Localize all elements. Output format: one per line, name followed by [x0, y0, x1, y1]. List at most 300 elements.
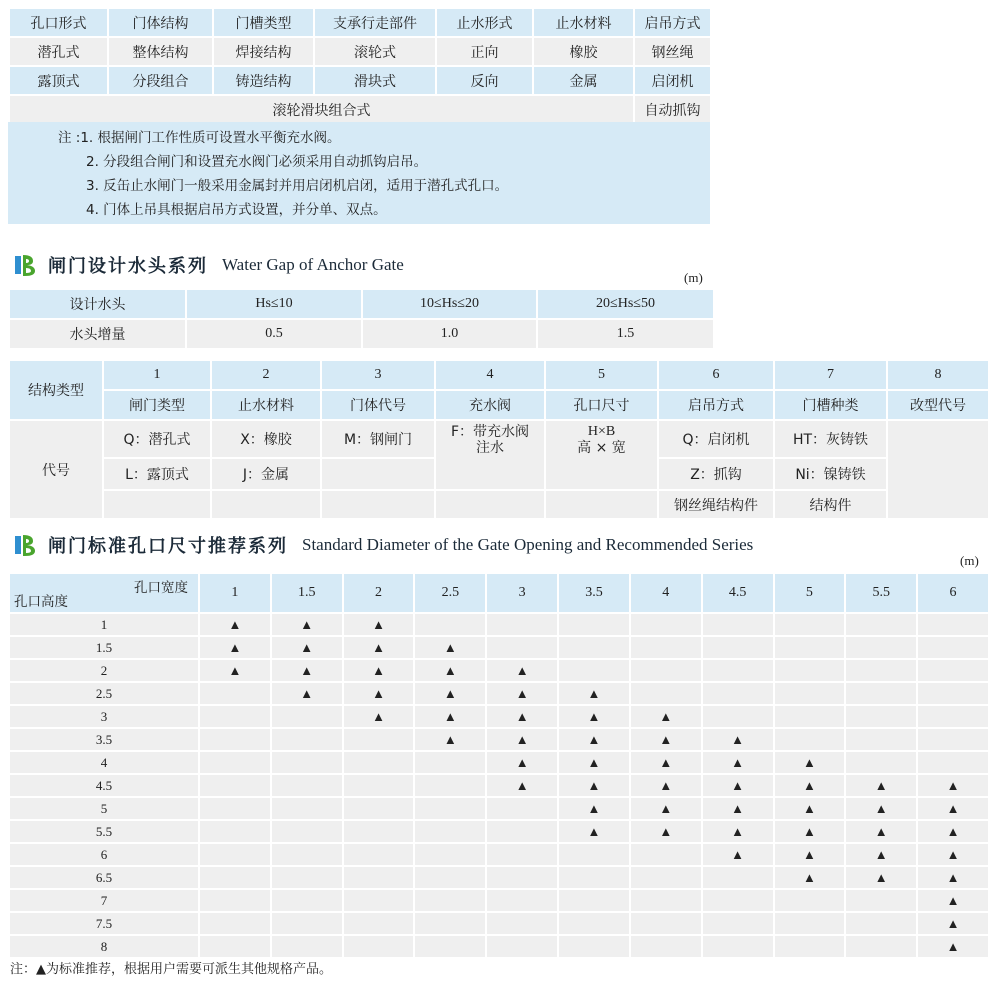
table-cell	[199, 728, 271, 751]
table-cell	[774, 751, 846, 774]
table-cell: 8	[887, 360, 989, 390]
table-cell	[414, 636, 486, 659]
height-label-cell: 4	[9, 751, 199, 774]
recommended-mark-icon: ▲	[587, 800, 601, 816]
table-cell	[271, 889, 343, 912]
table-cell	[414, 866, 486, 889]
table-cell: 门体代号	[321, 390, 435, 420]
table-cell	[199, 912, 271, 935]
table-cell	[558, 751, 630, 774]
table-cell	[630, 659, 702, 682]
table-cell: 2	[211, 360, 321, 390]
table-cell: 闸门类型	[103, 390, 211, 420]
note-line: 注 :1. 根据闸门工作性质可设置水平衡充水阀。	[58, 130, 341, 146]
table-cell	[845, 774, 917, 797]
table-cell	[774, 912, 846, 935]
table-cell	[343, 866, 415, 889]
table-cell: 钢丝绳结构件	[658, 490, 774, 519]
table-cell	[343, 636, 415, 659]
recommended-mark-icon: ▲	[443, 662, 457, 678]
table-cell: 滚轮式	[314, 37, 436, 66]
table-cell	[414, 889, 486, 912]
table-cell	[630, 912, 702, 935]
recommended-mark-icon: ▲	[587, 708, 601, 724]
height-label-cell: 3.5	[9, 728, 199, 751]
recommended-mark-icon: ▲	[802, 869, 816, 885]
table-cell: 孔口尺寸	[545, 390, 658, 420]
recommended-mark-icon: ▲	[228, 662, 242, 678]
table-row	[9, 705, 989, 728]
recommended-mark-icon: ▲	[946, 915, 960, 931]
recommended-mark-icon: ▲	[515, 662, 529, 678]
table1-header-cell: 门槽类型	[213, 8, 314, 37]
table1-header-cell: 启吊方式	[634, 8, 711, 37]
recommended-mark-icon: ▲	[515, 708, 529, 724]
width-header-cell: 4.5	[702, 573, 774, 613]
table-cell	[414, 935, 486, 958]
table-cell	[702, 636, 774, 659]
table-cell	[414, 820, 486, 843]
table-cell	[486, 935, 558, 958]
recommended-mark-icon: ▲	[587, 777, 601, 793]
table-cell	[414, 912, 486, 935]
design-head-table	[8, 288, 715, 350]
table-cell	[558, 912, 630, 935]
table-cell	[343, 659, 415, 682]
table-cell	[702, 935, 774, 958]
table-cell: Ni：镍铸铁	[774, 458, 887, 490]
table-cell	[486, 774, 558, 797]
table-cell: 滑块式	[314, 66, 436, 95]
height-label-cell: 5.5	[9, 820, 199, 843]
table-cell	[558, 820, 630, 843]
table-row	[9, 866, 989, 889]
height-label-cell: 5	[9, 797, 199, 820]
gate-types-table	[8, 7, 712, 125]
table-cell	[343, 935, 415, 958]
recommended-mark-icon: ▲	[443, 731, 457, 747]
table-cell: 设计水头	[9, 289, 186, 319]
table-cell: Q：启闭机	[658, 420, 774, 458]
unit-label: (m)	[684, 270, 703, 285]
table-cell	[199, 636, 271, 659]
recommended-mark-icon: ▲	[802, 846, 816, 862]
table-cell	[486, 728, 558, 751]
brand-logo-icon	[12, 532, 38, 558]
height-label-cell: 6.5	[9, 866, 199, 889]
table-cell: HT：灰铸铁	[774, 420, 887, 458]
table-cell	[103, 490, 211, 519]
height-label-cell: 2	[9, 659, 199, 682]
recommended-mark-icon: ▲	[946, 892, 960, 908]
table-cell	[558, 935, 630, 958]
table-cell	[917, 935, 989, 958]
table-cell	[558, 613, 630, 636]
table-cell	[774, 774, 846, 797]
table-cell	[199, 613, 271, 636]
recommended-mark-icon: ▲	[300, 662, 314, 678]
table-cell	[558, 659, 630, 682]
table-cell	[414, 751, 486, 774]
table-cell	[558, 728, 630, 751]
table-cell: 水头增量	[9, 319, 186, 349]
table-cell	[486, 659, 558, 682]
recommended-mark-icon: ▲	[372, 639, 385, 655]
table-cell	[774, 843, 846, 866]
width-header-cell: 2.5	[414, 573, 486, 613]
table-cell: Hs≤10	[186, 289, 362, 319]
table-cell	[702, 820, 774, 843]
width-header-cell: 1	[199, 573, 271, 613]
table-cell	[486, 820, 558, 843]
table-cell: 0.5	[186, 319, 362, 349]
table-cell	[917, 659, 989, 682]
table-cell: J：金属	[211, 458, 321, 490]
brand-logo-icon	[12, 252, 38, 278]
table-row	[9, 751, 989, 774]
recommended-mark-icon: ▲	[731, 777, 745, 793]
recommended-mark-icon: ▲	[587, 754, 601, 770]
recommended-mark-icon: ▲	[874, 777, 888, 793]
table-cell	[414, 774, 486, 797]
height-label-cell: 6	[9, 843, 199, 866]
table-cell	[545, 420, 658, 490]
table-cell: 结构类型	[9, 360, 103, 420]
notes-box	[8, 122, 710, 224]
table-cell: 4	[435, 360, 545, 390]
table-cell	[486, 613, 558, 636]
table-cell	[630, 636, 702, 659]
table-cell	[199, 682, 271, 705]
table-cell	[211, 490, 321, 519]
recommended-mark-icon: ▲	[659, 777, 673, 793]
table-cell	[271, 613, 343, 636]
table-cell	[271, 682, 343, 705]
height-axis-label: 孔口高度	[14, 594, 68, 610]
table1-header-cell: 门体结构	[108, 8, 213, 37]
table-row	[9, 774, 989, 797]
table-cell	[271, 705, 343, 728]
table-cell	[702, 613, 774, 636]
recommended-mark-icon: ▲	[659, 731, 673, 747]
table-cell	[774, 636, 846, 659]
table-cell	[271, 636, 343, 659]
table-cell	[199, 935, 271, 958]
table-cell: 自动抓钩	[634, 95, 711, 124]
section-title-cn: 闸门设计水头系列	[48, 256, 208, 277]
table-cell	[845, 843, 917, 866]
table-cell	[558, 889, 630, 912]
table-row	[9, 820, 989, 843]
table-cell: 1	[103, 360, 211, 390]
table-header-row	[9, 573, 989, 613]
table-cell: M：钢闸门	[321, 420, 435, 458]
table-row	[9, 659, 989, 682]
table-cell	[414, 613, 486, 636]
table-cell: Q：潜孔式	[103, 420, 211, 458]
table-cell	[271, 797, 343, 820]
table-cell	[271, 935, 343, 958]
table-cell	[845, 820, 917, 843]
note-line: 2. 分段组合闸门和设置充水阀门必须采用自动抓钩启吊。	[86, 154, 428, 170]
table-cell	[199, 705, 271, 728]
recommended-mark-icon: ▲	[372, 708, 385, 724]
table-row	[9, 37, 711, 66]
table-cell: 启吊方式	[658, 390, 774, 420]
table-cell	[630, 889, 702, 912]
width-header-cell: 1.5	[271, 573, 343, 613]
table-cell	[558, 705, 630, 728]
width-axis-label: 孔口宽度	[134, 580, 188, 596]
table-cell: 铸造结构	[213, 66, 314, 95]
table-cell	[435, 420, 545, 490]
table-cell	[702, 797, 774, 820]
table-row	[9, 935, 989, 958]
table-cell	[917, 866, 989, 889]
table-cell	[271, 912, 343, 935]
table-cell	[486, 751, 558, 774]
table-cell: 6	[658, 360, 774, 390]
width-header-cell: 6	[917, 573, 989, 613]
table-cell	[199, 889, 271, 912]
table-row	[9, 319, 714, 349]
unit-label: (m)	[960, 553, 979, 568]
section-heading-standard-diameter	[12, 530, 753, 560]
height-label-cell: 4.5	[9, 774, 199, 797]
recommended-mark-icon: ▲	[659, 823, 673, 839]
table-cell	[630, 728, 702, 751]
table-cell	[845, 889, 917, 912]
recommended-mark-icon: ▲	[587, 731, 601, 747]
table-cell	[774, 935, 846, 958]
recommended-mark-icon: ▲	[587, 823, 601, 839]
recommended-mark-icon: ▲	[515, 777, 529, 793]
recommended-mark-icon: ▲	[443, 639, 457, 655]
table-cell	[558, 797, 630, 820]
table-cell	[917, 912, 989, 935]
table-cell	[845, 912, 917, 935]
table-cell	[702, 889, 774, 912]
corner-header-cell	[9, 573, 199, 613]
table-cell	[343, 774, 415, 797]
recommended-mark-icon: ▲	[731, 731, 745, 747]
table-cell	[845, 797, 917, 820]
table-cell: 充水阀	[435, 390, 545, 420]
table-cell	[702, 774, 774, 797]
table1-header-cell: 止水形式	[436, 8, 533, 37]
table-cell	[435, 490, 545, 519]
table-cell	[343, 728, 415, 751]
height-label-cell: 7	[9, 889, 199, 912]
table-cell: L：露顶式	[103, 458, 211, 490]
table-cell	[414, 682, 486, 705]
table-cell	[271, 820, 343, 843]
table-cell	[917, 774, 989, 797]
height-label-cell: 2.5	[9, 682, 199, 705]
note-line: 3. 反缶止水闸门一般采用金属封并用启闭机启闭，适用于潜孔式孔口。	[86, 178, 509, 194]
table-cell	[343, 820, 415, 843]
table-cell	[845, 659, 917, 682]
table-cell: 1.0	[362, 319, 537, 349]
table-cell	[774, 613, 846, 636]
table-cell	[343, 705, 415, 728]
table-row	[9, 420, 989, 458]
table-cell: 结构件	[774, 490, 887, 519]
table-cell	[199, 659, 271, 682]
height-label-cell: 8	[9, 935, 199, 958]
table-cell	[343, 751, 415, 774]
recommended-mark-icon: ▲	[874, 869, 888, 885]
table-cell	[558, 866, 630, 889]
recommended-mark-icon: ▲	[946, 823, 960, 839]
table-cell	[271, 774, 343, 797]
table-cell: 7	[774, 360, 887, 390]
table-cell	[774, 659, 846, 682]
table-cell: 潜孔式	[9, 37, 108, 66]
table-cell: 1.5	[537, 319, 714, 349]
table-cell: 焊接结构	[213, 37, 314, 66]
table-cell	[414, 705, 486, 728]
table-cell	[630, 935, 702, 958]
table-cell	[630, 613, 702, 636]
table-cell	[917, 636, 989, 659]
table-row	[9, 360, 989, 390]
note-line: 4. 门体上吊具根据启吊方式设置，并分单、双点。	[86, 202, 387, 218]
table-row	[9, 66, 711, 95]
table-cell	[917, 843, 989, 866]
table-cell	[343, 912, 415, 935]
width-header-cell: 5.5	[845, 573, 917, 613]
section-title-cn: 闸门标准孔口尺寸推荐系列	[48, 536, 288, 557]
table-cell	[486, 889, 558, 912]
recommended-mark-icon: ▲	[731, 754, 745, 770]
table-cell	[845, 866, 917, 889]
table-cell	[321, 490, 435, 519]
recommended-mark-icon: ▲	[731, 846, 745, 862]
recommended-mark-icon: ▲	[300, 639, 314, 655]
recommended-mark-icon: ▲	[946, 938, 960, 954]
table-cell	[774, 797, 846, 820]
table-cell: 改型代号	[887, 390, 989, 420]
table-cell	[774, 682, 846, 705]
width-header-cell: 4	[630, 573, 702, 613]
table-cell: 露顶式	[9, 66, 108, 95]
height-label-cell: 1	[9, 613, 199, 636]
table-cell	[887, 420, 989, 519]
table-cell	[271, 866, 343, 889]
recommended-mark-icon: ▲	[946, 777, 960, 793]
table-row	[9, 728, 989, 751]
table-cell	[343, 843, 415, 866]
table-cell: Z：抓钩	[658, 458, 774, 490]
table-cell: 门槽种类	[774, 390, 887, 420]
section-title-en: Standard Diameter of the Gate Opening and Recommended Series	[302, 535, 754, 554]
recommended-mark-icon: ▲	[443, 685, 457, 701]
table-cell	[630, 797, 702, 820]
width-header-cell: 3	[486, 573, 558, 613]
table-cell	[917, 728, 989, 751]
table-cell	[917, 889, 989, 912]
table-cell: 5	[545, 360, 658, 390]
table-cell: 10≤Hs≤20	[362, 289, 537, 319]
table-cell	[558, 843, 630, 866]
table-cell	[414, 659, 486, 682]
recommended-mark-icon: ▲	[946, 846, 960, 862]
recommended-mark-icon: ▲	[659, 800, 673, 816]
table-cell	[199, 774, 271, 797]
table-cell	[630, 866, 702, 889]
table-cell	[774, 866, 846, 889]
table-cell	[321, 458, 435, 490]
table-row	[9, 636, 989, 659]
table-cell	[199, 843, 271, 866]
table1-header-cell: 止水材料	[533, 8, 634, 37]
recommended-mark-icon: ▲	[515, 754, 529, 770]
table-row	[9, 912, 989, 935]
table-cell	[486, 636, 558, 659]
recommended-mark-icon: ▲	[515, 731, 529, 747]
table-row	[9, 289, 714, 319]
table-row	[9, 843, 989, 866]
table-cell	[917, 613, 989, 636]
recommended-mark-icon: ▲	[659, 754, 673, 770]
table-row	[9, 889, 989, 912]
width-header-cell: 3.5	[558, 573, 630, 613]
table-cell: 滚轮滑块组合式	[9, 95, 634, 124]
table-cell	[702, 728, 774, 751]
table-cell	[702, 843, 774, 866]
table-cell: 代号	[9, 420, 103, 519]
table-cell	[630, 820, 702, 843]
recommended-mark-icon: ▲	[372, 616, 385, 632]
table-cell	[486, 866, 558, 889]
recommended-mark-icon: ▲	[874, 846, 888, 862]
table-row	[9, 490, 989, 519]
table-cell	[558, 774, 630, 797]
table-cell	[486, 682, 558, 705]
recommended-mark-icon: ▲	[731, 800, 745, 816]
table-cell	[630, 843, 702, 866]
cell-line: H×B	[587, 424, 616, 439]
table-cell: 橡胶	[533, 37, 634, 66]
height-label-cell: 7.5	[9, 912, 199, 935]
table1-header-cell: 孔口形式	[9, 8, 108, 37]
table-cell	[630, 705, 702, 728]
opening-size-table	[8, 572, 990, 959]
table-cell: 反向	[436, 66, 533, 95]
height-label-cell: 1.5	[9, 636, 199, 659]
table-cell	[845, 613, 917, 636]
table-cell	[774, 889, 846, 912]
table-cell	[917, 682, 989, 705]
table-cell	[199, 866, 271, 889]
table-cell	[845, 705, 917, 728]
table-cell	[845, 636, 917, 659]
table-row	[9, 613, 989, 636]
table-cell	[845, 751, 917, 774]
table-cell	[343, 797, 415, 820]
table-cell	[545, 490, 658, 519]
recommended-mark-icon: ▲	[874, 823, 888, 839]
table-cell: X：橡胶	[211, 420, 321, 458]
table-cell	[199, 820, 271, 843]
table-cell	[630, 751, 702, 774]
table-cell	[414, 728, 486, 751]
table-cell	[486, 797, 558, 820]
cell-line: 注水	[476, 440, 504, 456]
table-cell	[702, 751, 774, 774]
table-cell	[630, 682, 702, 705]
